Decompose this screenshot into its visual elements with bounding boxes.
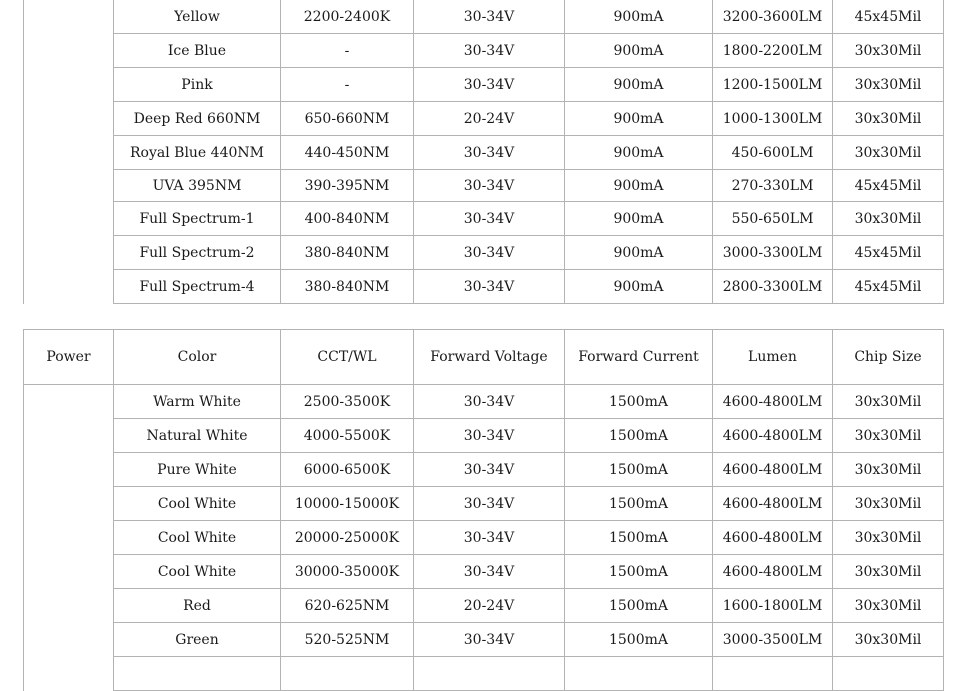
table-row xyxy=(24,68,944,102)
chip-size-cell: 30x30Mil xyxy=(833,589,944,623)
voltage-cell: 20-24V xyxy=(414,589,565,623)
cct-cell: 30000-35000K xyxy=(281,555,414,589)
chip-size-cell: 45x45Mil xyxy=(833,0,944,34)
current-cell: 900mA xyxy=(565,68,713,102)
table-row xyxy=(24,623,944,657)
cct-cell: 380-840NM xyxy=(281,236,414,270)
table-row xyxy=(24,102,944,136)
color-cell: Pink xyxy=(114,68,281,102)
table-row xyxy=(24,202,944,236)
table-row xyxy=(24,170,944,202)
lumen-cell: 550-650LM xyxy=(713,202,833,236)
cct-cell: 400-840NM xyxy=(281,202,414,236)
current-cell: 900mA xyxy=(565,202,713,236)
color-cell: Ice Blue xyxy=(114,34,281,68)
voltage-cell: 30-34V xyxy=(414,202,565,236)
voltage-cell: 30-34V xyxy=(414,236,565,270)
chip-size-cell: 30x30Mil xyxy=(833,202,944,236)
lumen-cell: 3000-3500LM xyxy=(713,623,833,657)
current-cell: 1500mA xyxy=(565,521,713,555)
lumen-cell: 1800-2200LM xyxy=(713,34,833,68)
chip-size-cell: 45x45Mil xyxy=(833,270,944,304)
chip-size-cell: 30x30Mil xyxy=(833,102,944,136)
chip-size-cell: 30x30Mil xyxy=(833,555,944,589)
power-cell xyxy=(24,385,114,691)
voltage-cell: 30-34V xyxy=(414,68,565,102)
voltage-cell: 30-34V xyxy=(414,34,565,68)
voltage-cell: 30-34V xyxy=(414,170,565,202)
lumen-cell: 3200-3600LM xyxy=(713,0,833,34)
lumen-cell: 1200-1500LM xyxy=(713,68,833,102)
header-power: Power xyxy=(24,330,114,385)
voltage-cell: 30-34V xyxy=(414,270,565,304)
lumen-cell: 4600-4800LM xyxy=(713,521,833,555)
lumen-cell: 4600-4800LM xyxy=(713,453,833,487)
cct-cell: 20000-25000K xyxy=(281,521,414,555)
header-forward-current: Forward Current xyxy=(565,330,713,385)
header-lumen: Lumen xyxy=(713,330,833,385)
table-row xyxy=(24,270,944,304)
current-cell: 1500mA xyxy=(565,385,713,419)
current-cell: 900mA xyxy=(565,236,713,270)
table-row xyxy=(24,236,944,270)
chip-size-cell: 30x30Mil xyxy=(833,68,944,102)
header-forward-voltage: Forward Voltage xyxy=(414,330,565,385)
current-cell: 1500mA xyxy=(565,453,713,487)
color-cell: Red xyxy=(114,589,281,623)
lumen-cell: 4600-4800LM xyxy=(713,555,833,589)
cct-cell: 2200-2400K xyxy=(281,0,414,34)
voltage-cell: 30-34V xyxy=(414,0,565,34)
lumen-cell: 4600-4800LM xyxy=(713,385,833,419)
lumen-cell: 1600-1800LM xyxy=(713,589,833,623)
color-cell: Cool White xyxy=(114,521,281,555)
current-cell: 900mA xyxy=(565,136,713,170)
cct-cell: 620-625NM xyxy=(281,589,414,623)
color-cell: Cool White xyxy=(114,555,281,589)
color-cell: Natural White xyxy=(114,419,281,453)
lumen-cell: 1000-1300LM xyxy=(713,102,833,136)
voltage-cell: 30-34V xyxy=(414,623,565,657)
cct-cell: 380-840NM xyxy=(281,270,414,304)
color-cell: Cool White xyxy=(114,487,281,521)
voltage-cell: 30-34V xyxy=(414,555,565,589)
color-cell: Full Spectrum-2 xyxy=(114,236,281,270)
color-cell: Royal Blue 440NM xyxy=(114,136,281,170)
voltage-cell: 30-34V xyxy=(414,419,565,453)
header-chip-size: Chip Size xyxy=(833,330,944,385)
color-cell: UVA 395NM xyxy=(114,170,281,202)
current-cell: 900mA xyxy=(565,102,713,136)
current-cell: 900mA xyxy=(565,0,713,34)
table-row xyxy=(24,453,944,487)
current-cell: 900mA xyxy=(565,34,713,68)
chip-size-cell: 30x30Mil xyxy=(833,623,944,657)
current-cell: 1500mA xyxy=(565,487,713,521)
current-cell: 1500mA xyxy=(565,589,713,623)
cct-cell: 10000-15000K xyxy=(281,487,414,521)
chip-size-cell: 30x30Mil xyxy=(833,385,944,419)
table-row xyxy=(24,589,944,623)
chip-size-cell: 30x30Mil xyxy=(833,136,944,170)
header-color: Color xyxy=(114,330,281,385)
color-cell: Green xyxy=(114,623,281,657)
table-row xyxy=(24,487,944,521)
chip-size-cell: 45x45Mil xyxy=(833,236,944,270)
current-cell: 900mA xyxy=(565,170,713,202)
chip-size-cell: 30x30Mil xyxy=(833,487,944,521)
header-cct: CCT/WL xyxy=(281,330,414,385)
color-cell: Pure White xyxy=(114,453,281,487)
chip-size-cell: 30x30Mil xyxy=(833,521,944,555)
color-cell: Full Spectrum-4 xyxy=(114,270,281,304)
cct-cell: 6000-6500K xyxy=(281,453,414,487)
cct-cell: 440-450NM xyxy=(281,136,414,170)
current-cell: 1500mA xyxy=(565,419,713,453)
table-row xyxy=(24,34,944,68)
power-cell xyxy=(24,0,114,304)
cct-cell: 520-525NM xyxy=(281,623,414,657)
voltage-cell: 30-34V xyxy=(414,521,565,555)
color-cell: Deep Red 660NM xyxy=(114,102,281,136)
table-row xyxy=(24,136,944,170)
table-row xyxy=(24,0,944,34)
cct-cell: - xyxy=(281,34,414,68)
lumen-cell: 4600-4800LM xyxy=(713,419,833,453)
chip-size-cell: 45x45Mil xyxy=(833,170,944,202)
cct-cell: 390-395NM xyxy=(281,170,414,202)
current-cell: 900mA xyxy=(565,270,713,304)
current-cell: 1500mA xyxy=(565,555,713,589)
cct-cell: - xyxy=(281,68,414,102)
lumen-cell: 450-600LM xyxy=(713,136,833,170)
spec-table-bottom xyxy=(23,329,944,691)
voltage-cell: 30-34V xyxy=(414,385,565,419)
color-cell: Full Spectrum-1 xyxy=(114,202,281,236)
color-cell: Yellow xyxy=(114,0,281,34)
cct-cell: 650-660NM xyxy=(281,102,414,136)
table-row xyxy=(24,385,944,419)
voltage-cell: 30-34V xyxy=(414,453,565,487)
voltage-cell: 20-24V xyxy=(414,102,565,136)
spec-table-top xyxy=(23,0,944,304)
current-cell: 1500mA xyxy=(565,623,713,657)
voltage-cell: 30-34V xyxy=(414,136,565,170)
cct-cell: 2500-3500K xyxy=(281,385,414,419)
chip-size-cell: 30x30Mil xyxy=(833,453,944,487)
chip-size-cell: 30x30Mil xyxy=(833,419,944,453)
lumen-cell: 2800-3300LM xyxy=(713,270,833,304)
table-row xyxy=(24,419,944,453)
lumen-cell: 270-330LM xyxy=(713,170,833,202)
color-cell: Warm White xyxy=(114,385,281,419)
table-row xyxy=(24,555,944,589)
lumen-cell: 4600-4800LM xyxy=(713,487,833,521)
table-row xyxy=(24,521,944,555)
chip-size-cell: 30x30Mil xyxy=(833,34,944,68)
lumen-cell: 3000-3300LM xyxy=(713,236,833,270)
table-header-row xyxy=(24,330,944,385)
voltage-cell: 30-34V xyxy=(414,487,565,521)
cct-cell: 4000-5500K xyxy=(281,419,414,453)
